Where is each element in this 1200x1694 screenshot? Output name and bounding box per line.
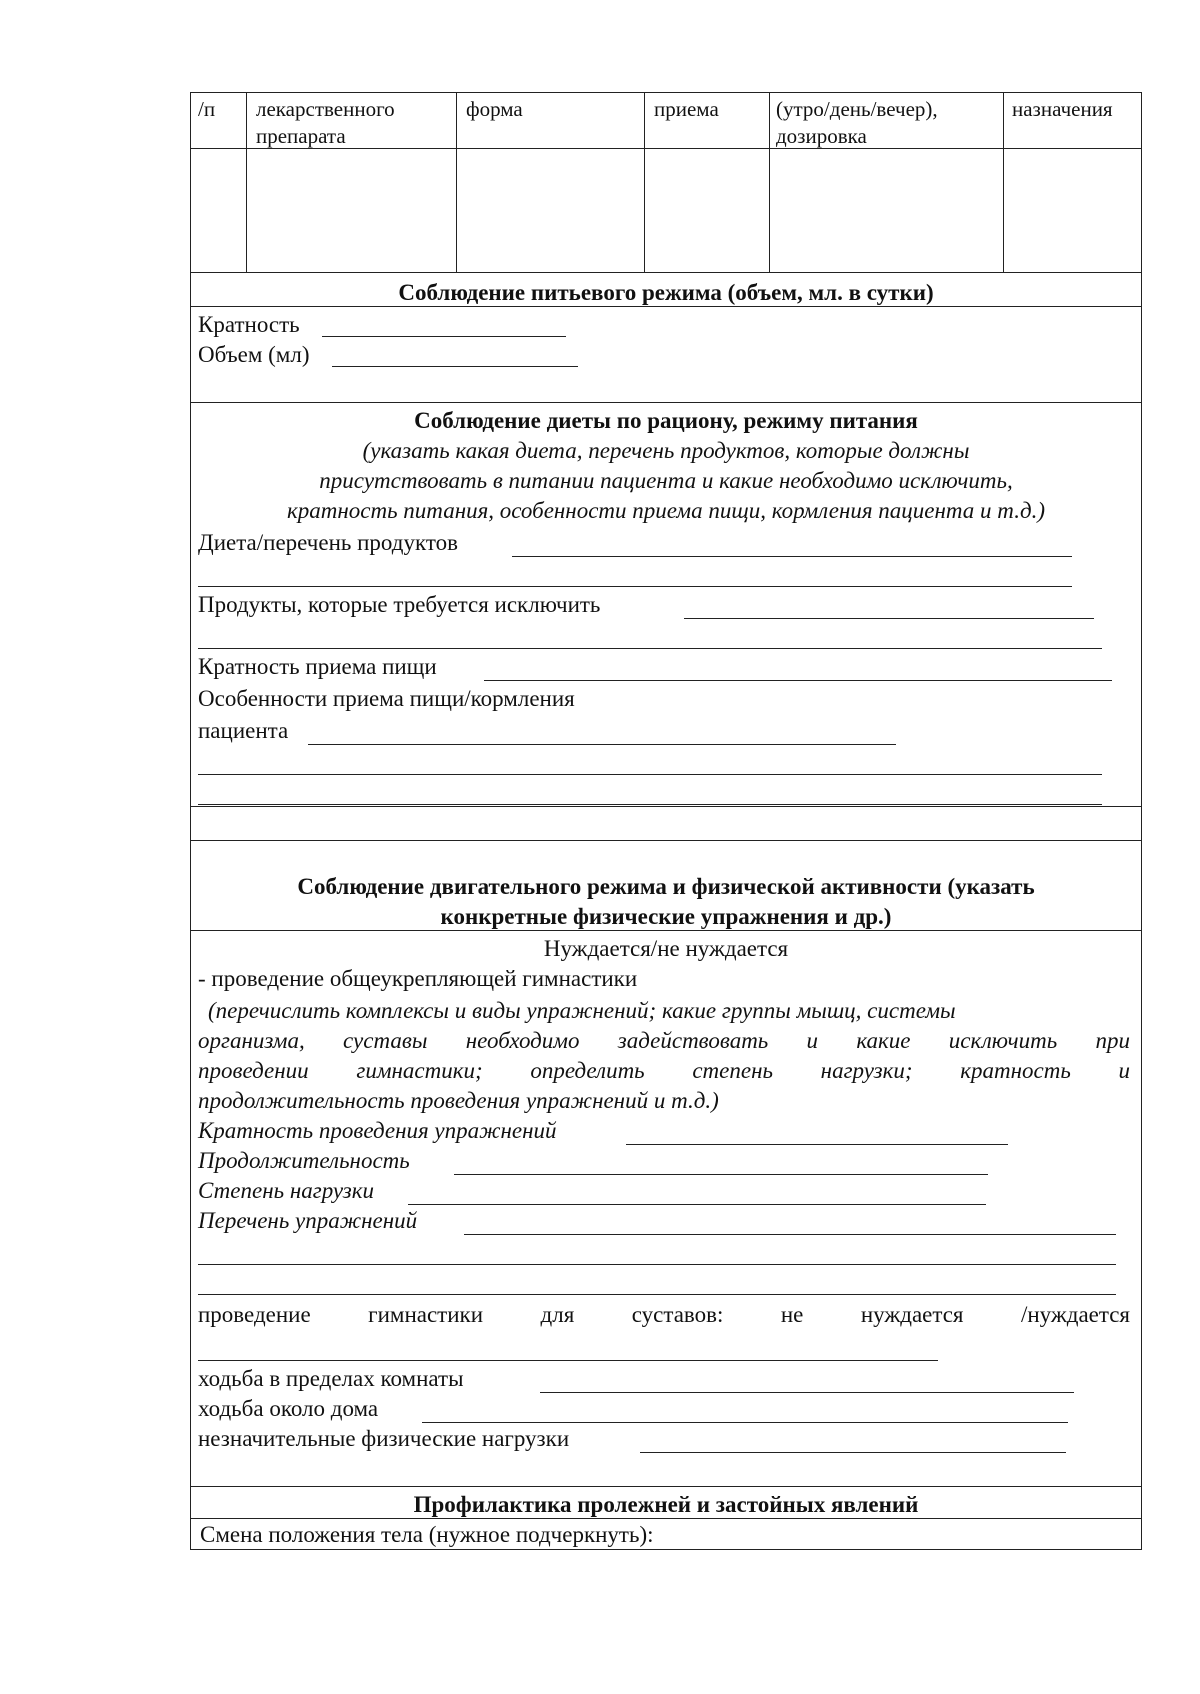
table-header-form: форма — [466, 97, 523, 121]
motor-duration-label: Продолжительность — [198, 1148, 410, 1173]
diet-exclude-field[interactable] — [684, 618, 1094, 619]
diet-feeding-label-line-2: пациента — [198, 718, 289, 743]
diet-exclude-field-line-2[interactable] — [198, 648, 1102, 649]
drinking-volume-field[interactable] — [332, 366, 578, 367]
section-divider — [190, 402, 1142, 403]
table-col-divider — [1003, 92, 1004, 272]
table-col-divider — [456, 92, 457, 272]
motor-joints-field[interactable] — [198, 1360, 938, 1361]
diet-products-label: Диета/перечень продуктов — [198, 530, 458, 555]
diet-feeding-field-line-3[interactable] — [198, 804, 1102, 805]
section-divider — [190, 930, 1142, 931]
motor-walk-room-field[interactable] — [540, 1392, 1074, 1393]
motor-list-field[interactable] — [464, 1234, 1116, 1235]
motor-walk-house-field[interactable] — [422, 1422, 1068, 1423]
diet-products-field[interactable] — [512, 556, 1072, 557]
motor-light-load-field[interactable] — [640, 1452, 1066, 1453]
diet-note-line-2: присутствовать в питании пациента и какие необходимо исключить, — [319, 468, 1013, 493]
motor-list-label: Перечень упражнений — [198, 1208, 418, 1233]
table-bottom-border — [190, 272, 1142, 273]
bedsores-position-label: Смена положения тела (нужное подчеркнуть): — [200, 1522, 654, 1547]
motor-section-title-line-1: Соблюдение двигательного режима и физической активности (указать — [297, 874, 1035, 899]
drinking-frequency-field[interactable] — [322, 336, 566, 337]
diet-note-line-3: кратность питания, особенности приема пищи, кормления пациента и т.д.) — [286, 498, 1045, 523]
motor-walk-house-label: ходьба около дома — [198, 1396, 379, 1421]
table-empty-cell[interactable] — [248, 150, 454, 270]
table-header-prescription: назначения — [1012, 97, 1113, 121]
table-empty-cell[interactable] — [646, 150, 767, 270]
drinking-section-title: Соблюдение питьевого режима (объем, мл. в сутки) — [398, 280, 934, 305]
table-header-intake: приема — [654, 97, 719, 121]
motor-need-toggle[interactable]: Нуждается/не нуждается — [543, 936, 789, 961]
table-header-drug-name: лекарственного препарата — [256, 97, 395, 148]
motor-walk-room-label: ходьба в пределах комнаты — [198, 1366, 464, 1391]
diet-section-title: Соблюдение диеты по рациону, режиму питания — [414, 408, 918, 433]
diet-exclude-label: Продукты, которые требуется исключить — [198, 592, 601, 617]
motor-note-line-2: организма, суставы необходимо задействовать и какие исключить при — [198, 1028, 1130, 1053]
motor-list-field-line-3[interactable] — [198, 1294, 1116, 1295]
table-header-number: /п — [198, 97, 216, 121]
table-empty-cell[interactable] — [1005, 150, 1140, 270]
motor-note-line-1: (перечислить комплексы и виды упражнений; какие группы мышц, системы — [208, 998, 956, 1023]
motor-note-line-3: проведении гимнастики; определить степень нагрузки; кратность и — [198, 1058, 1130, 1083]
motor-light-load-label: незначительные физические нагрузки — [198, 1426, 570, 1451]
section-divider — [190, 306, 1142, 307]
motor-frequency-label: Кратность проведения упражнений — [198, 1118, 557, 1143]
motor-gymnastics-label: - проведение общеукрепляющей гимнастики — [198, 966, 638, 991]
motor-frequency-field[interactable] — [626, 1144, 1008, 1145]
diet-feeding-label-line-1: Особенности приема пищи/кормления — [198, 686, 575, 711]
diet-products-field-line-2[interactable] — [198, 586, 1072, 587]
section-divider — [190, 806, 1142, 807]
table-col-divider — [644, 92, 645, 272]
diet-feeding-field-line-2[interactable] — [198, 774, 1102, 775]
table-empty-cell[interactable] — [458, 150, 642, 270]
form-frame — [190, 92, 1142, 1550]
diet-frequency-field[interactable] — [484, 680, 1112, 681]
drinking-volume-label: Объем (мл) — [198, 342, 310, 367]
diet-feeding-field[interactable] — [308, 744, 896, 745]
motor-load-field[interactable] — [408, 1204, 986, 1205]
table-col-divider — [769, 92, 770, 272]
motor-joints-label: проведение гимнастики для суставов: не нуждается /нуждается — [198, 1302, 1130, 1327]
section-divider — [190, 1518, 1142, 1519]
motor-list-field-line-2[interactable] — [198, 1264, 1116, 1265]
diet-frequency-label: Кратность приема пищи — [198, 654, 437, 679]
diet-note-line-1: (указать какая диета, перечень продуктов, которые должны — [362, 438, 970, 463]
table-header-schedule-dosage: (утро/день/вечер), дозировка — [776, 97, 938, 148]
motor-duration-field[interactable] — [454, 1174, 988, 1175]
motor-load-label: Степень нагрузки — [198, 1178, 375, 1203]
bedsores-section-title: Профилактика пролежней и застойных явлений — [413, 1492, 919, 1517]
motor-note-line-4: продолжительность проведения упражнений и т.д.) — [198, 1088, 719, 1113]
drinking-frequency-label: Кратность — [198, 312, 300, 337]
motor-section-title-line-2: конкретные физические упражнения и др.) — [440, 904, 892, 929]
table-col-divider — [246, 92, 247, 272]
table-empty-cell[interactable] — [771, 150, 1001, 270]
section-divider — [190, 840, 1142, 841]
section-divider — [190, 1486, 1142, 1487]
